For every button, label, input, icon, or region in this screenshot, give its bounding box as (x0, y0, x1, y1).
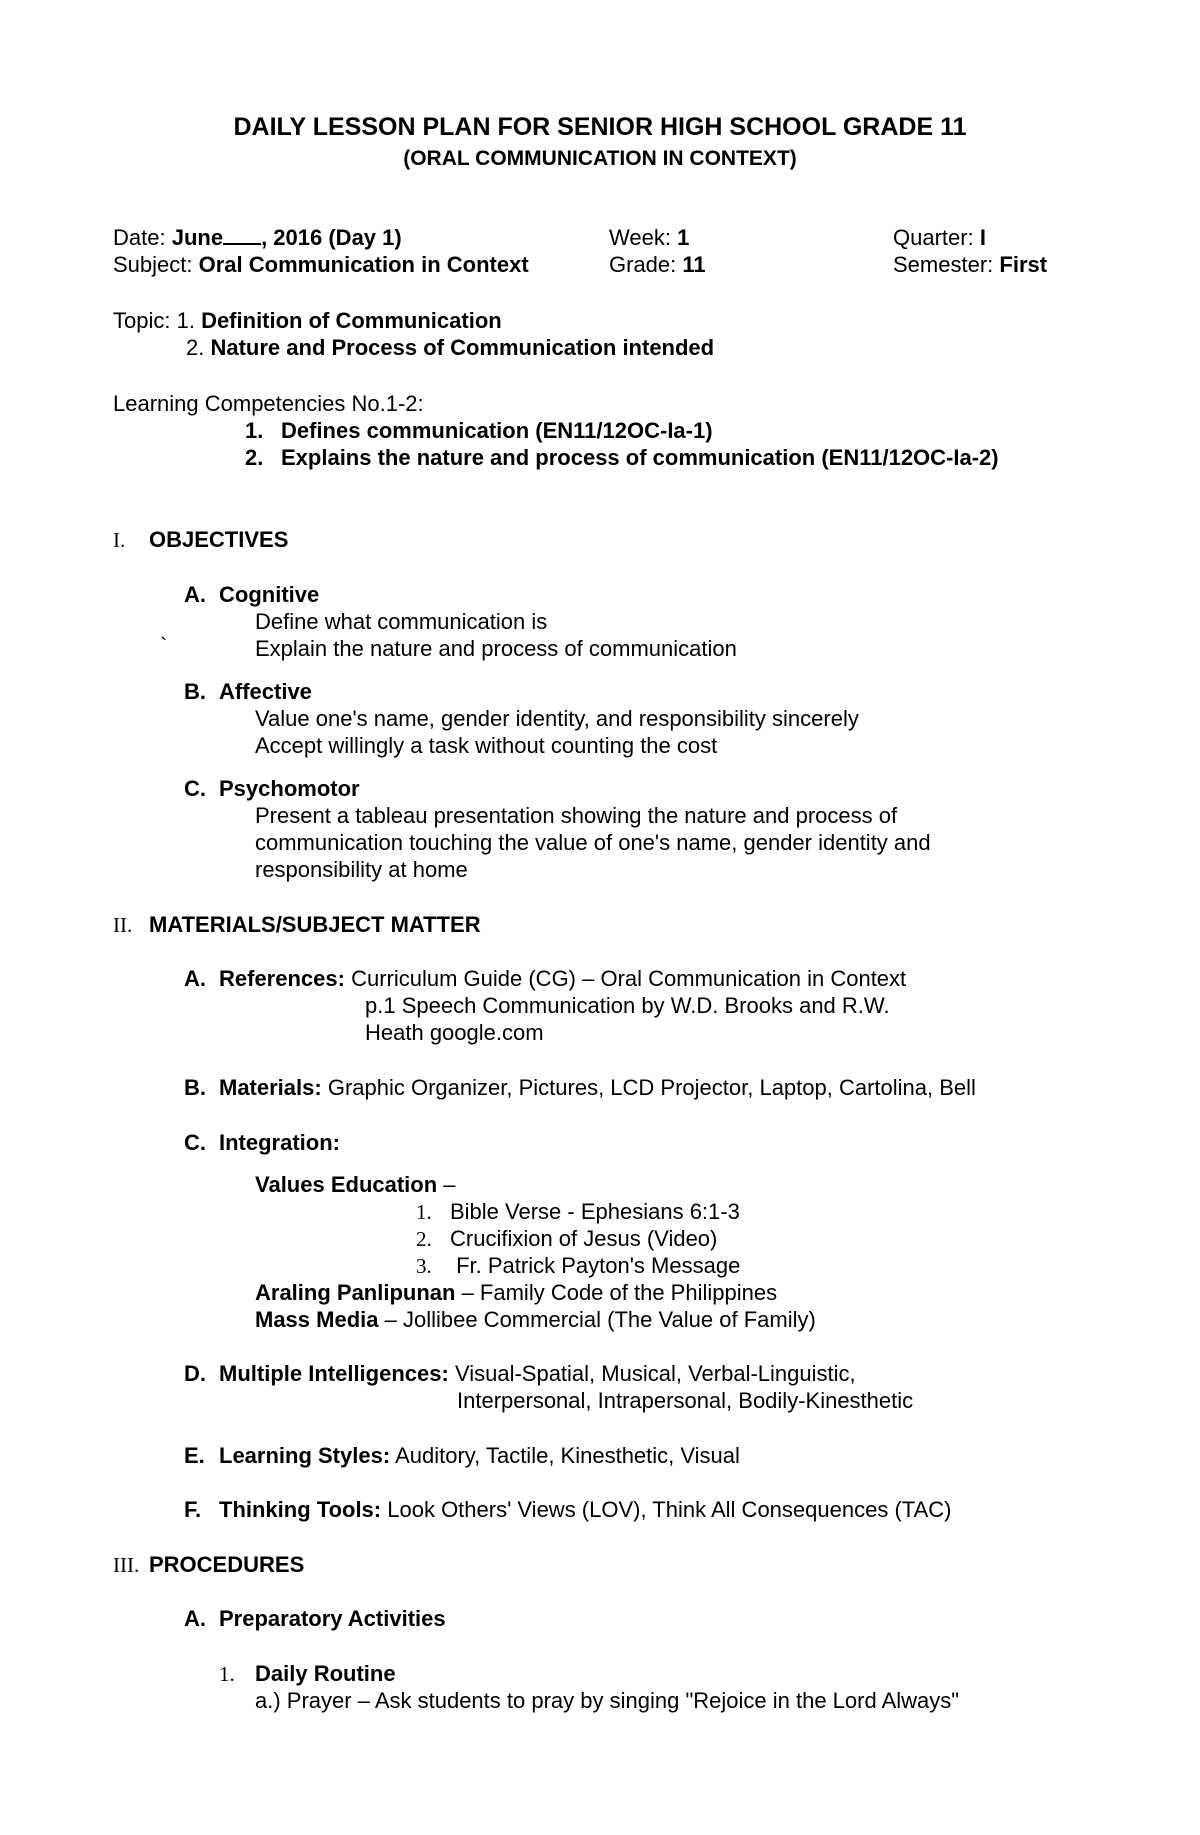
mass-media-line (255, 1307, 816, 1333)
section-3-heading: PROCEDURES (149, 1552, 305, 1577)
tools-text: Look Others' Views (LOV), Think All Consequences (TAC) (387, 1497, 952, 1522)
integration-title: Integration: (219, 1130, 340, 1155)
routine-prayer: a.) Prayer – Ask students to pray by singing "Rejoice in the Lord Always" (255, 1688, 960, 1713)
psychomotor-line-3: responsibility at home (255, 857, 468, 882)
references-title: References: (219, 966, 345, 991)
tools-title: Thinking Tools: (219, 1497, 382, 1522)
intelligences-title: Multiple Intelligences: (219, 1361, 449, 1386)
quarter-value: I (979, 225, 986, 250)
values-education-line (255, 1172, 456, 1198)
intelligences-line-1 (219, 1361, 856, 1387)
section-3-num: III. (113, 1553, 140, 1577)
week-label: Week: (609, 225, 671, 250)
materials-text: Graphic Organizer, Pictures, LCD Projector, Laptop, Cartolina, Bell (327, 1075, 976, 1100)
values-education-dash: – (437, 1172, 456, 1197)
cognitive-title: Cognitive (219, 582, 320, 607)
values-item-2-num: 2. (416, 1227, 432, 1251)
values-item-3-text: Fr. Patrick Payton's Message (450, 1253, 741, 1278)
psychomotor-line-1: Present a tableau presentation showing the nature and process of (255, 803, 898, 828)
grade-label: Grade: (609, 252, 677, 277)
competencies-label: Learning Competencies No.1-2: (113, 391, 424, 416)
preparatory-label: A. (184, 1606, 206, 1631)
materials-line (219, 1075, 976, 1101)
psychomotor-line-2: communication touching the value of one's name, gender identity and (255, 830, 931, 855)
semester-label: Semester: (893, 252, 994, 277)
cognitive-line-2: Explain the nature and process of communication (255, 636, 737, 661)
tools-line (219, 1497, 951, 1523)
topic-item-1: Definition of Communication (201, 308, 502, 333)
document-title: DAILY LESSON PLAN FOR SENIOR HIGH SCHOOL GRADE 11 (233, 113, 967, 141)
intelligences-text-1: Visual-Spatial, Musical, Verbal-Linguistic, (454, 1361, 856, 1386)
intelligences-label: D. (184, 1361, 206, 1386)
section-2-num: II. (113, 913, 133, 937)
styles-title: Learning Styles: (219, 1443, 391, 1468)
intelligences-line-2: Interpersonal, Intrapersonal, Bodily-Kinesthetic (457, 1388, 914, 1413)
topic-item-2: Nature and Process of Communication intended (210, 335, 715, 360)
semester-value: First (999, 252, 1048, 277)
date-year: , 2016 (Day 1) (261, 225, 402, 250)
document-subtitle: (ORAL COMMUNICATION IN CONTEXT) (403, 147, 797, 170)
week-value: 1 (677, 225, 690, 250)
date-blank (223, 225, 261, 245)
subject-label: Subject: (113, 252, 193, 277)
section-1-num: I. (113, 528, 126, 552)
styles-line (219, 1443, 740, 1469)
quarter-label: Quarter: (893, 225, 974, 250)
values-item-1-num: 1. (416, 1200, 432, 1224)
styles-text: Auditory, Tactile, Kinesthetic, Visual (395, 1443, 740, 1468)
values-item-1-text: Bible Verse - Ephesians 6:1-3 (450, 1199, 740, 1224)
affective-title: Affective (219, 679, 312, 704)
preparatory-title: Preparatory Activities (219, 1606, 446, 1631)
mass-media-text: – Jollibee Commercial (The Value of Family) (378, 1307, 816, 1332)
date-month: June (171, 225, 224, 250)
references-line-3: Heath google.com (365, 1020, 544, 1045)
affective-line-2: Accept willingly a task without counting the cost (255, 733, 718, 758)
araling-line (255, 1280, 777, 1306)
grade-field (609, 252, 706, 278)
date-label: Date: (113, 225, 166, 250)
references-text-1: Curriculum Guide (CG) – Oral Communication in Context (351, 966, 907, 991)
competency-1-text: Defines communication (EN11/12OC-Ia-1) (281, 418, 713, 443)
topic-label: Topic: 1. (113, 308, 195, 333)
styles-label: E. (184, 1443, 205, 1468)
psychomotor-title: Psychomotor (219, 776, 360, 801)
references-line-2: p.1 Speech Communication by W.D. Brooks and R.W. (365, 993, 890, 1018)
psychomotor-label: C. (184, 776, 206, 801)
competency-1-num: 1. (245, 418, 264, 443)
affective-label: B. (184, 679, 206, 704)
topic-num-2: 2. (186, 335, 205, 360)
quarter-field (893, 225, 986, 251)
week-field (609, 225, 689, 251)
values-item-3-num: 3. (416, 1254, 432, 1278)
competency-2-num: 2. (245, 445, 264, 470)
values-education-title: Values Education (255, 1172, 438, 1197)
references-line-1 (219, 966, 906, 992)
materials-title: Materials: (219, 1075, 322, 1100)
values-item-2-text: Crucifixion of Jesus (Video) (450, 1226, 718, 1251)
affective-line-1: Value one's name, gender identity, and responsibility sincerely (255, 706, 859, 731)
integration-label: C. (184, 1130, 206, 1155)
subject-value: Oral Communication in Context (198, 252, 529, 277)
routine-title: Daily Routine (255, 1661, 396, 1686)
topic-line-2 (186, 335, 714, 361)
materials-label: B. (184, 1075, 206, 1100)
stray-mark: ` (160, 633, 168, 658)
competency-2-text: Explains the nature and process of communication (EN11/12OC-Ia-2) (281, 445, 999, 470)
topic-line-1 (113, 308, 502, 334)
section-2-heading: MATERIALS/SUBJECT MATTER (149, 912, 481, 937)
date-field (113, 225, 402, 251)
references-label: A. (184, 966, 206, 991)
semester-field (893, 252, 1047, 278)
grade-value: 11 (682, 252, 706, 277)
araling-title: Araling Panlipunan (255, 1280, 456, 1305)
tools-label: F. (184, 1497, 202, 1522)
routine-num: 1. (219, 1662, 235, 1686)
section-1-heading: OBJECTIVES (149, 527, 289, 552)
cognitive-label: A. (184, 582, 206, 607)
cognitive-line-1: Define what communication is (255, 609, 548, 634)
araling-text: – Family Code of the Philippines (455, 1280, 778, 1305)
mass-media-title: Mass Media (255, 1307, 379, 1332)
subject-field (113, 252, 529, 278)
